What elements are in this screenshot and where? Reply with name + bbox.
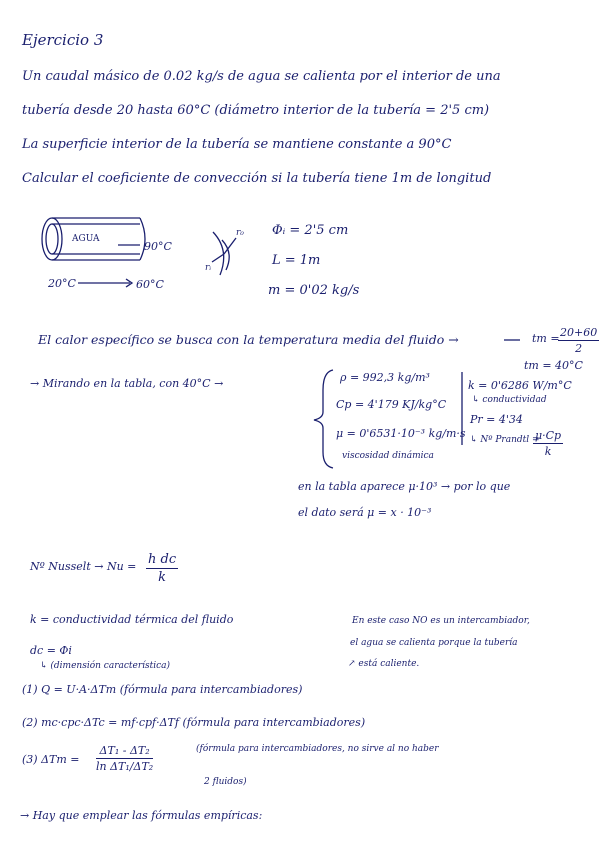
formula-3-numerator: ΔT₁ - ΔT₂ <box>96 744 153 759</box>
pipe-label: AGUA <box>72 234 100 244</box>
outer-radius-label: r₀ <box>236 228 244 238</box>
definition-dc-note: ↳ (dimensión característica) <box>40 661 171 671</box>
formula-2: (2) mc·cpc·ΔTc = mf·cpf·ΔTf (fórmula para intercambiadores) <box>22 716 366 729</box>
formula-3-note-line-2: 2 fluidos) <box>204 777 247 787</box>
inlet-temperature: 20°C <box>48 277 76 290</box>
statement-line-3: La superficie interior de la tubería se mantiene constante a 90°C <box>22 137 452 152</box>
prandtl-fraction <box>533 429 563 458</box>
table-note-line-2: el dato será μ = x · 10⁻³ <box>298 506 432 519</box>
table-lookup-intro: → Mirando en la tabla, con 40°C → <box>30 377 224 390</box>
given-mass-flow: m = 0'02 kg/s <box>268 283 360 298</box>
nusselt-denominator: k <box>158 570 166 585</box>
formula-3-fraction <box>96 744 153 773</box>
statement-line-2: tubería desde 20 hasta 60°C (diámetro interior de la tubería = 2'5 cm) <box>22 103 490 118</box>
mean-temperature-numerator: 20+60 <box>560 326 598 339</box>
nusselt-label: Nº Nusselt → Nu = <box>30 560 137 573</box>
side-note-line-2: el agua se calienta porque la tubería <box>350 638 518 648</box>
formula-3-note-line-1: (fórmula para intercambiadores, no sirve al no haber <box>196 744 439 754</box>
prandtl-numerator: μ·Cp <box>535 429 562 442</box>
prandtl-note: ↳ Nº Prandtl = <box>470 435 540 445</box>
viscosity-note: viscosidad dinámica <box>342 451 434 461</box>
specific-heat-value: Cp = 4'179 KJ/kg°C <box>336 398 447 411</box>
mean-temperature-denominator: 2 <box>575 342 583 355</box>
formula-3-label: (3) ΔTm = <box>22 753 80 766</box>
statement-line-4: Calcular el coeficiente de convección si la tubería tiene 1m de longitud <box>22 171 492 186</box>
mean-temperature-result: tm = 40°C <box>524 359 583 372</box>
formula-3-denominator: ln ΔT₁/ΔT₂ <box>96 760 154 773</box>
conductivity-value: k = 0'6286 W/m°C <box>468 379 572 392</box>
given-diameter: Φᵢ = 2'5 cm <box>272 223 349 238</box>
specific-heat-text: El calor específico se busca con la temperatura media del fluido → <box>38 332 459 347</box>
density-value: ρ = 992,3 kg/m³ <box>340 371 430 384</box>
outlet-temperature: 60°C <box>136 278 164 291</box>
conclusion: → Hay que emplear las fórmulas empíricas: <box>20 809 263 822</box>
definition-dc: dc = Φi <box>30 644 72 657</box>
mean-temperature-fraction <box>558 326 599 355</box>
statement-line-1: Un caudal másico de 0.02 kg/s de agua se calienta por el interior de una <box>22 69 501 84</box>
nusselt-fraction <box>146 552 178 585</box>
prandtl-value: Pr = 4'34 <box>470 413 523 426</box>
side-note-line-1: En este caso NO es un intercambiador, <box>352 616 530 626</box>
given-length: L = 1m <box>272 253 321 268</box>
prandtl-denominator: k <box>544 445 552 458</box>
table-note-line-1: en la tabla aparece μ·10³ → por lo que <box>298 480 511 493</box>
nusselt-numerator: h dc <box>148 552 177 567</box>
viscosity-value: μ = 0'6531·10⁻³ kg/m·s <box>336 427 466 440</box>
page-title: Ejercicio 3 <box>22 31 104 49</box>
definition-k: k = conductividad térmica del fluido <box>30 613 234 626</box>
wall-temperature: 90°C <box>144 240 172 253</box>
conductivity-note: ↳ conductividad <box>472 395 547 405</box>
mean-temperature-label: tm = <box>532 332 560 345</box>
formula-1: (1) Q = U·A·ΔTm (fórmula para intercambiadores) <box>22 683 303 696</box>
inner-radius-label: rᵢ <box>205 263 212 273</box>
side-note-line-3: ↗ está caliente. <box>348 659 420 669</box>
